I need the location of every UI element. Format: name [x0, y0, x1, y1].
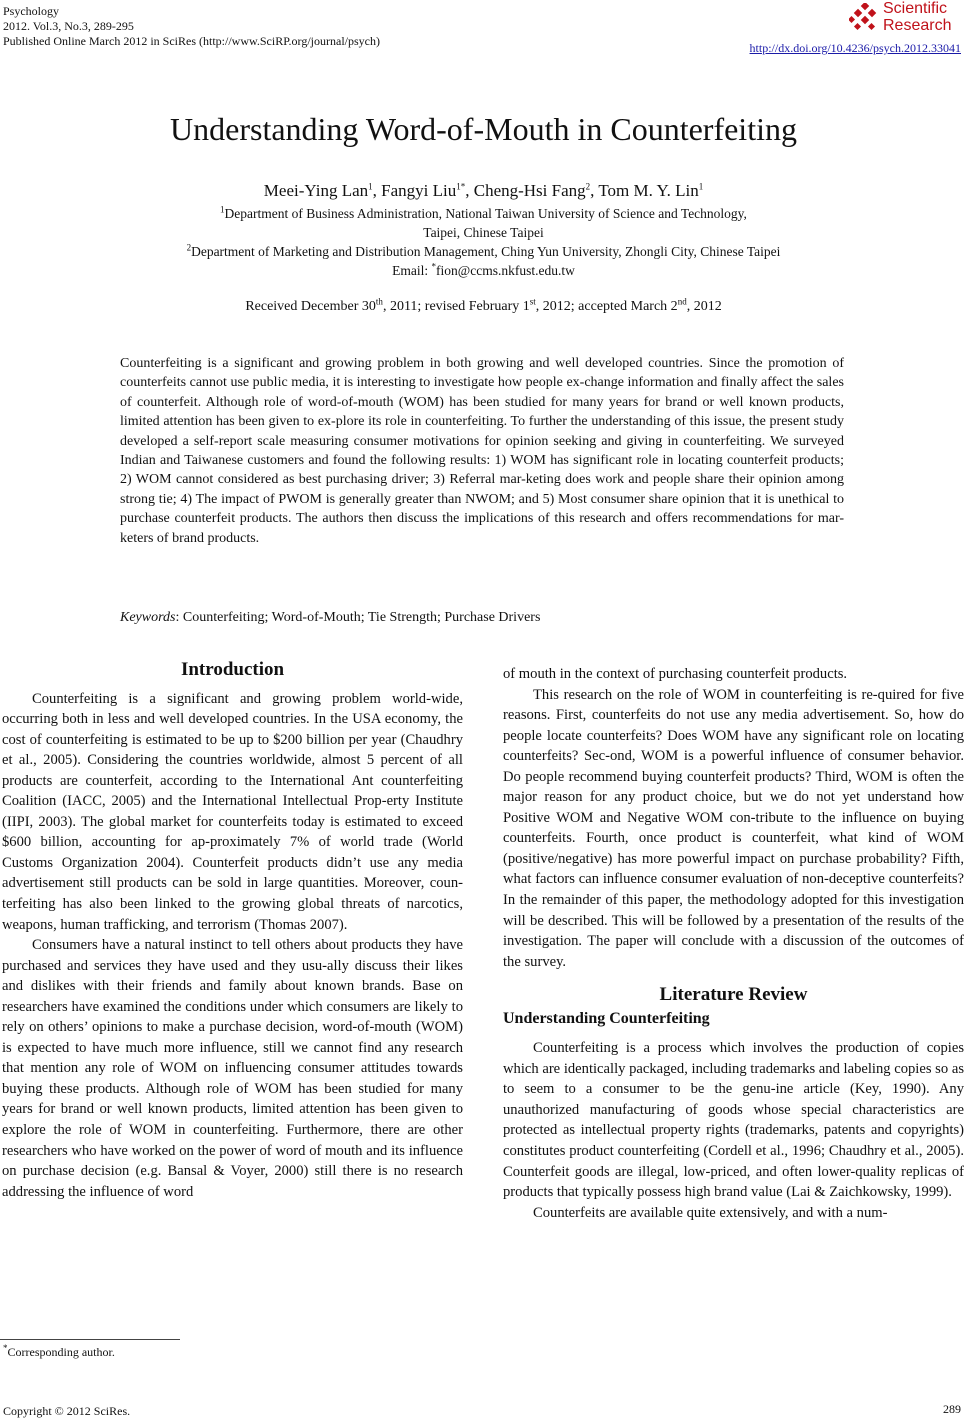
- affiliation-1: [0, 205, 967, 223]
- right-column: [503, 664, 964, 1223]
- affiliation-marker: 1: [368, 181, 373, 192]
- corresponding-marker: *: [431, 261, 437, 272]
- paragraph: This research on the role of WOM in counterfeiting is re-quired for five reasons. First, counterfeits do not use any media advertisement. So, how do people locate counterfeits? Does WOM have any significant role on locating counterfeits? Sec-ond, WOM is a powerful influence of consumer behavior. Do people recommend buying counterfeit products? Third, WOM is often the major reason for any product choice, but we do not yet understand how Positive WOM and Negative WOM con-tribute to the influence on buying counterfeits. Fourth, once product is counterfeit, what kind of WOM (positive/negative) has more powerful impact on purchase probability? Fifth, what factors can influence consumer evaluation of non-deceptive counterfeits? In the remainder of this paper, the methodology adopted for this investigation will be described. This will be followed by a presentation of the results of the investigation. The paper will conclude with a discussion of the outcomes of the survey.: [503, 686, 964, 970]
- copyright: Copyright © 2012 SciRes.: [3, 1404, 131, 1418]
- affiliation-marker: 1: [220, 204, 225, 215]
- author-name: , Fangyi Liu: [372, 181, 457, 200]
- subsection-heading: Understanding Counterfeiting: [503, 1009, 710, 1027]
- affiliation-text: Department of Business Administration, National Taiwan University of Science and Technology,: [224, 206, 747, 221]
- affiliation-text: Department of Marketing and Distribution Management, Ching Yun University, Zhongli City, Chinese Taipei: [191, 244, 781, 259]
- logo-mark-icon: [849, 3, 881, 33]
- revised-text: , 2011; revised February 1: [382, 299, 530, 314]
- ordinal-suffix: nd: [677, 296, 687, 307]
- left-column: [2, 660, 463, 1202]
- paragraph: Counterfeiting is a significant and growing problem world-wide, occurring both in less and well developed countries. In the USA economy, the cost of counterfeiting is estimated to be up to $200 billion per year (Chaudhry et al., 2005). Considering the countries worldwide, almost 5 percent of all products are counterfeit, according to the International Ant counterfeiting Coalition (IACC, 2005) and the International Intellectual Prop-erty Institute (IIPI, 2003). The global market for counterfeits today is estimated to exceed $600 billion, accounting for ap-proximately 7% of world trade (World Customs Organization 2004). Counterfeit products didn’t use any media advertisement still products can be sold in large quantities. Moreover, coun-terfeiting has also been linked to the growing global threats of narcotics, weapons, human trafficking, and terrorism (Thomas 2007).: [2, 690, 463, 933]
- paragraph-continued: of mouth in the context of purchasing counterfeit products.: [503, 666, 848, 682]
- email-address[interactable]: fion@ccms.nkfust.edu.tw: [436, 263, 575, 278]
- affiliation-marker: 2: [186, 242, 192, 253]
- affiliation-marker: 2: [585, 181, 591, 192]
- logo-text-research: Research: [883, 17, 952, 34]
- affiliation-marker: 1: [698, 181, 704, 192]
- author-list: [0, 180, 967, 202]
- footnote-text: Corresponding author.: [7, 1345, 115, 1359]
- scientific-research-logo: [849, 0, 961, 36]
- affiliation-1-city: Taipei, Chinese Taipei: [423, 225, 544, 240]
- received-text: Received December 30: [245, 299, 376, 314]
- paragraph: Consumers have a natural instinct to tell others about products they have purchased and services they have used and they usu-ally discuss their likes and dislikes with their friends and family about known brands. Base on researchers have examined the conditions under which consumers are likely to rely on others’ opinions to make a purchase decision, word-of-mouth (WOM) is expected to have much more influence, still we cannot find any research that mention any role of WOM on influencing consumer attitudes towards buying these products. Although role of WOM has been studied for many years for brand or well known products, limited attention has been given to explore the role of WOM in counterfeiting. Furthermore, there are other researchers who have worked on the power of word of mouth and its influence on purchase decision (e.g. Bansal & Voyer, 2000) still there is no research addressing the influence of word: [2, 937, 463, 1200]
- doi-line: [750, 41, 961, 56]
- abstract: Counterfeiting is a significant and growing problem in both growing and well developed countries. Since the promotion of counterfeits cannot use public media, it is interesting to investigate how people ex-change information and finally affect the sales of counterfeit. Although role of word-of-mouth (WOM) has been studied for many years for brand or well known products, limited attention has been given to ex-plore its role in counterfeiting. To further the understanding of this issue, the present study developed a self-report scale measuring consumer motivations for opinion seeking and giving in counterfeiting. We surveyed Indian and Taiwanese customers and found the following results: 1) WOM has significant role in locating counterfeit products; 2) WOM cannot considered as best purchasing driver; 3) Referral mar-keting does work and people share their opinion among strong tie; 4) The impact of PWOM is generally greater than NWOM; and 5) Most consumer share opinion that it is unethical to purchase counterfeit products. The authors then discuss the implications of this research and offers recommendations for mar-keters of brand products.: [120, 356, 844, 546]
- received-dates: [0, 298, 967, 316]
- footnote-rule: [0, 1339, 180, 1340]
- email-line: [0, 262, 967, 280]
- published-info: Published Online March 2012 in SciRes (http://www.SciRP.org/journal/psych): [3, 34, 380, 48]
- keywords: [120, 609, 540, 627]
- page-number: 289: [943, 1402, 961, 1416]
- paragraph: Counterfeiting is a process which involves the production of copies which are identically packaged, including trademarks and labeling copies so as to seem to a consumer to be the genu-ine article (Key, 1990). Any unauthorized manufacturing of goods whose special characteristics are protected as intellectual property rights (trademarks, patents and copyrights) constitutes product counterfeiting (Cordell et al., 1996; Chaudhry et al., 2005). Counterfeit goods are illegal, low-priced, and often lower-quality replicas of products that typically possess high brand value (Lai & Zaichkowsky, 1999).: [503, 1040, 964, 1201]
- email-label: Email:: [392, 263, 432, 278]
- keywords-text: : Counterfeiting; Word-of-Mouth; Tie Strength; Purchase Drivers: [175, 610, 541, 625]
- author-name: , Cheng-Hsi Fang: [465, 181, 586, 200]
- accepted-text: , 2012; accepted March 2: [535, 299, 678, 314]
- paragraph: Counterfeits are available quite extensively, and with a num-: [533, 1204, 888, 1221]
- affiliation-2: [0, 243, 967, 261]
- keywords-label: Keywords: [120, 610, 176, 625]
- section-heading-literature-review: Literature Review: [659, 984, 808, 1006]
- paper-title: Understanding Word-of-Mouth in Counterfeiting: [170, 111, 797, 147]
- volume-info: 2012. Vol.3, No.3, 289-295: [3, 19, 134, 33]
- journal-name: Psychology: [3, 4, 60, 18]
- ordinal-suffix: st: [529, 296, 536, 307]
- ordinal-suffix: th: [375, 296, 383, 307]
- footnote: [3, 1345, 115, 1360]
- corresponding-marker: *: [3, 1343, 8, 1353]
- year-text: , 2012: [686, 299, 722, 314]
- author-name: , Tom M. Y. Lin: [590, 181, 699, 200]
- doi-link[interactable]: http://dx.doi.org/10.4236/psych.2012.33041: [749, 41, 961, 55]
- journal-header: [3, 4, 380, 49]
- author-name: Meei-Ying Lan: [263, 181, 369, 200]
- affiliation-marker: 1*: [456, 181, 466, 192]
- section-heading-introduction: Introduction: [180, 659, 285, 680]
- logo-text-scientific: Scientific: [883, 0, 948, 17]
